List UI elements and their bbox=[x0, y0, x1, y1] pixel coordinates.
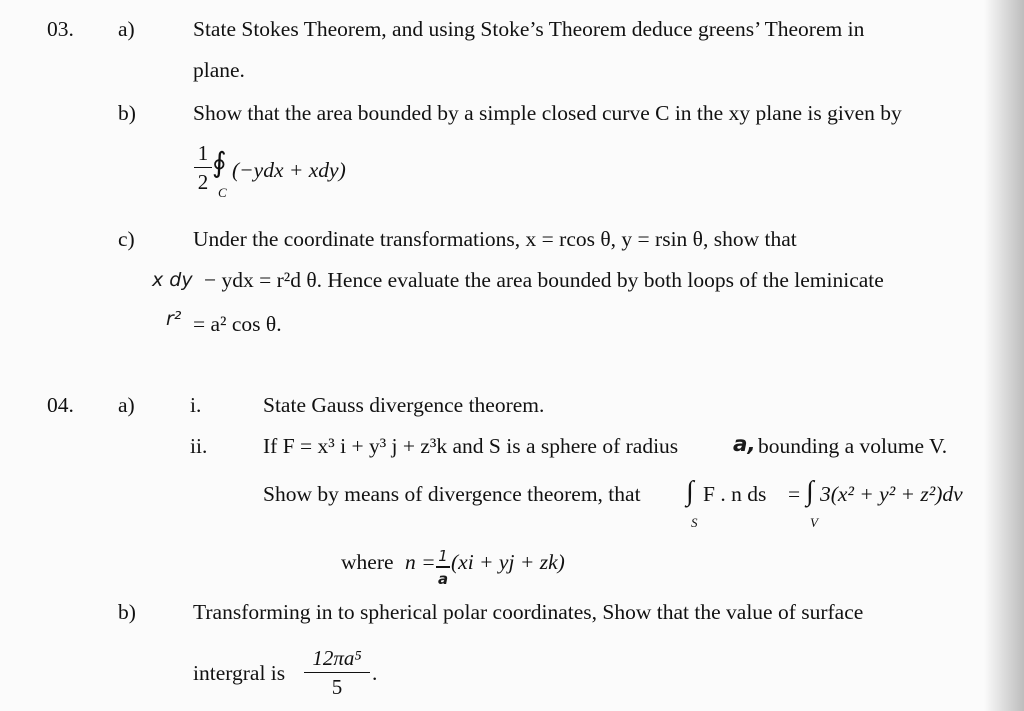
q4b-text-line1: Transforming in to spherical polar coordinates, Show that the value of surface bbox=[193, 600, 864, 624]
question-number-03: 03. bbox=[47, 17, 74, 41]
q4a-where-label: where bbox=[341, 550, 394, 574]
volume-integral-icon: ∫ bbox=[806, 476, 814, 507]
q4a-i-label: i. bbox=[190, 393, 202, 417]
contour-integral-icon: ∮ bbox=[212, 148, 227, 179]
q4b-frac-den: 5 bbox=[331, 675, 343, 699]
q4-part-b-label: b) bbox=[118, 600, 136, 624]
q4a-where-one: 1 bbox=[436, 547, 450, 568]
q3b-frac-den: 2 bbox=[197, 170, 209, 194]
q4a-where-a: a bbox=[437, 570, 449, 588]
q4a-where-n: n = bbox=[405, 550, 436, 574]
surface-integral-icon: ∫ bbox=[686, 476, 694, 507]
q3-part-b-label: b) bbox=[118, 101, 136, 125]
q4a-ii-line1-pre: If F = x³ i + y³ j + z³k and S is a sphere of radius bbox=[263, 434, 679, 458]
q3-part-a-label: a) bbox=[118, 17, 135, 41]
q4a-where-vector: (xi + yj + zk) bbox=[451, 550, 565, 574]
q4b-result-fraction bbox=[304, 646, 370, 700]
q4a-ii-equals: = bbox=[788, 482, 801, 506]
question-number-04: 04. bbox=[47, 393, 74, 417]
q3b-contour-sub: C bbox=[218, 185, 227, 200]
q4a-ii-lim-v: V bbox=[810, 515, 818, 530]
q4a-ii-surface-integrand: F . n ds bbox=[703, 482, 767, 506]
q4a-ii-lim-s: S bbox=[691, 515, 698, 530]
q4b-text-line2-post: . bbox=[372, 661, 378, 685]
q4a-ii-label: ii. bbox=[190, 434, 208, 458]
q3c-text-line2: − ydx = r²d θ. Hence evaluate the area bounded by both loops of the leminicate bbox=[204, 268, 884, 292]
q3b-half-fraction bbox=[194, 141, 212, 195]
q3c-text-line1: Under the coordinate transformations, x = rcos θ, y = rsin θ, show that bbox=[193, 227, 797, 251]
q3c-handwritten-r2: r² bbox=[166, 308, 182, 330]
q3a-text-line2: plane. bbox=[193, 58, 245, 82]
q4a-i-text: State Gauss divergence theorem. bbox=[263, 393, 545, 417]
q4a-ii-handwritten-a: a, bbox=[733, 432, 756, 457]
q4a-ii-line1-post: bounding a volume V. bbox=[758, 434, 948, 458]
q4a-ii-line2-pre: Show by means of divergence theorem, that bbox=[263, 482, 641, 506]
q3b-text-line1: Show that the area bounded by a simple closed curve C in the xy plane is given by bbox=[193, 101, 902, 125]
q3a-text-line1: State Stokes Theorem, and using Stoke’s Theorem deduce greens’ Theorem in bbox=[193, 17, 865, 41]
q4b-frac-num: 12πa⁵ bbox=[304, 646, 370, 673]
page-edge-shadow bbox=[984, 0, 1024, 711]
q4b-text-line2-pre: intergral is bbox=[193, 661, 286, 685]
q3c-text-line3: = a² cos θ. bbox=[193, 312, 282, 336]
q3b-frac-num: 1 bbox=[194, 141, 212, 168]
q3c-handwritten-xdy: x dy bbox=[152, 269, 193, 291]
q4-part-a-label: a) bbox=[118, 393, 135, 417]
q4a-ii-volume-integrand: 3(x² + y² + z²)dv bbox=[820, 482, 963, 506]
q4a-where-handwritten-fraction bbox=[436, 547, 450, 588]
q3b-integrand: (−ydx + xdy) bbox=[232, 158, 346, 182]
q3-part-c-label: c) bbox=[118, 227, 135, 251]
